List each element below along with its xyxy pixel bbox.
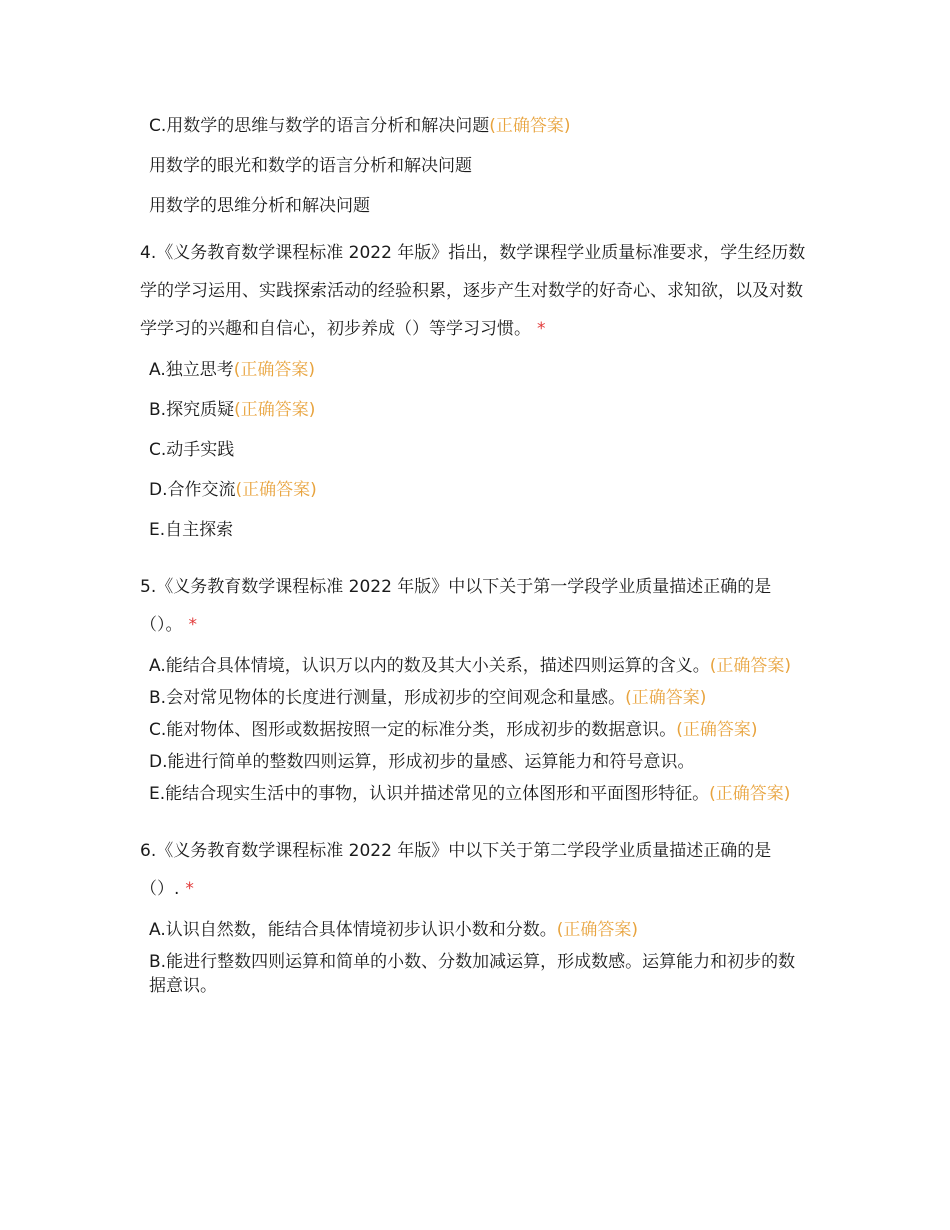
correct-answer-label: (正确答案) (234, 400, 316, 420)
question-text: 6.《义务教育数学课程标准 2022 年版》中以下关于第二学段学业质量描述正确的是（）. (140, 841, 772, 899)
option-text: D.合作交流 (149, 480, 236, 500)
option-text: A.认识自然数，能结合具体情境初步认识小数和分数。 (149, 920, 557, 940)
correct-answer-label: (正确答案) (489, 116, 571, 136)
option-3-d (149, 154, 799, 178)
option-text: C.动手实践 (149, 440, 235, 460)
option-5-a (149, 654, 799, 678)
correct-answer-label: (正确答案) (709, 656, 791, 676)
option-3-e (149, 194, 799, 218)
correct-answer-label: (正确答案) (235, 480, 317, 500)
option-3-c (149, 114, 799, 138)
required-mark: * (188, 615, 197, 635)
question-text: 5.《义务教育数学课程标准 2022 年版》中以下关于第一学段学业质量描述正确的是（）。 (140, 577, 772, 635)
question-6-options (140, 918, 812, 998)
option-4-a (149, 358, 799, 382)
correct-answer-label: (正确答案) (556, 920, 638, 940)
option-4-b (149, 398, 799, 422)
option-text: 用数学的眼光和数学的语言分析和解决问题 (149, 156, 472, 176)
option-text: B.探究质疑 (149, 400, 235, 420)
option-4-d (149, 478, 799, 502)
question-4-stem (140, 234, 812, 348)
question-3-options (140, 114, 812, 218)
option-6-a (149, 918, 799, 942)
question-5-stem (140, 568, 812, 644)
option-4-e (149, 518, 799, 542)
option-text: A.能结合具体情境，认识万以内的数及其大小关系，描述四则运算的含义。 (149, 656, 710, 676)
option-4-c (149, 438, 799, 462)
question-4-options (140, 358, 812, 542)
option-text: D.能进行简单的整数四则运算，形成初步的量感、运算能力和符号意识。 (149, 752, 695, 772)
correct-answer-label: (正确答案) (676, 720, 758, 740)
option-text: C.用数学的思维与数学的语言分析和解决问题 (149, 116, 490, 136)
question-content (140, 114, 812, 1006)
option-text: E.能结合现实生活中的事物，认识并描述常见的立体图形和平面图形特征。 (149, 784, 710, 804)
required-mark: * (537, 319, 546, 339)
option-6-b (149, 950, 799, 998)
option-text: A.独立思考 (149, 360, 234, 380)
required-mark: * (185, 879, 194, 899)
option-text: C.能对物体、图形或数据按照一定的标准分类，形成初步的数据意识。 (149, 720, 677, 740)
option-text: E.自主探索 (149, 520, 234, 540)
correct-answer-label: (正确答案) (233, 360, 315, 380)
option-5-e (149, 782, 799, 806)
option-5-c (149, 718, 799, 742)
option-5-d (149, 750, 799, 774)
question-6-stem (140, 832, 812, 908)
question-text: 4.《义务教育数学课程标准 2022 年版》指出，数学课程学业质量标准要求，学生经历数学的学习运用、实践探索活动的经验积累，逐步产生对数学的好奇心、求知欲，以及对数学学习的兴趣和自信心，初步养成（）等学习习惯。 (140, 243, 806, 339)
option-text: B.能进行整数四则运算和简单的小数、分数加减运算，形成数感。运算能力和初步的数据意识。 (149, 952, 796, 996)
option-text: 用数学的思维分析和解决问题 (149, 196, 370, 216)
correct-answer-label: (正确答案) (709, 784, 791, 804)
option-text: B.会对常见物体的长度进行测量，形成初步的空间观念和量感。 (149, 688, 626, 708)
option-5-b (149, 686, 799, 710)
question-5-options (140, 654, 812, 806)
correct-answer-label: (正确答案) (625, 688, 707, 708)
